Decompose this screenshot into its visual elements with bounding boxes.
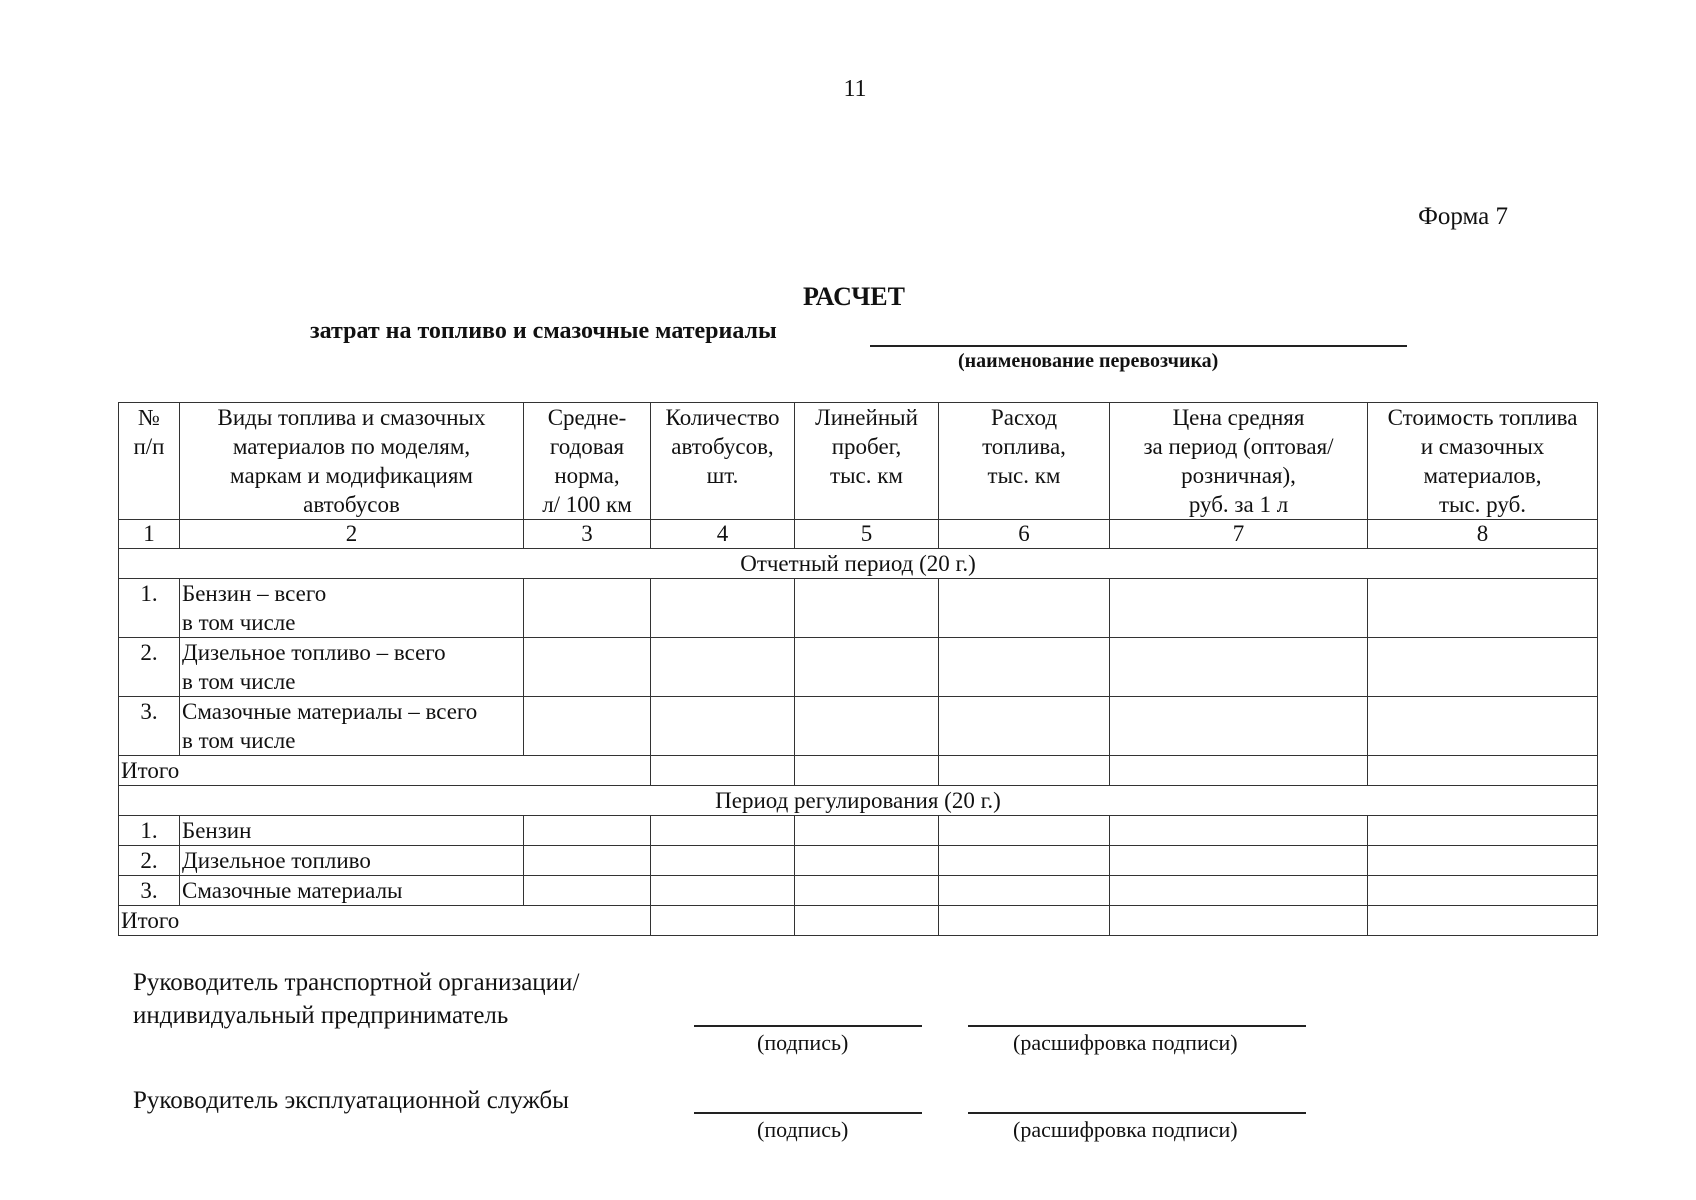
signature-line[interactable] xyxy=(694,1112,922,1114)
header-cell: Расход топлива, тыс. км xyxy=(939,403,1110,520)
total-label: Итого xyxy=(119,756,651,786)
section-label: Период регулирования (20 г.) xyxy=(119,786,1598,816)
carrier-name-caption: (наименование перевозчика) xyxy=(958,350,1219,372)
header-cell: Средне- годовая норма, л/ 100 км xyxy=(524,403,651,520)
document-title: РАСЧЕТ xyxy=(803,282,905,311)
data-cell[interactable] xyxy=(939,638,1110,697)
page-number: 11 xyxy=(843,76,867,102)
data-cell[interactable] xyxy=(651,876,795,906)
row-number: 2. xyxy=(119,638,180,697)
data-cell[interactable] xyxy=(795,638,939,697)
document-subtitle: затрат на топливо и смазочные материалы xyxy=(310,318,777,344)
carrier-name-blank-line[interactable] xyxy=(870,345,1407,347)
data-cell[interactable] xyxy=(1368,638,1598,697)
signature-line[interactable] xyxy=(694,1025,922,1027)
data-cell[interactable] xyxy=(939,579,1110,638)
signature-decode-caption: (расшифровка подписи) xyxy=(1013,1030,1238,1055)
data-cell[interactable] xyxy=(651,756,795,786)
signatory-role-manager: Руководитель транспортной организации/ индивидуальный предприниматель xyxy=(133,969,580,1029)
table-header-row xyxy=(119,403,1598,520)
data-cell[interactable] xyxy=(795,579,939,638)
form-label: Форма 7 xyxy=(1418,203,1508,230)
total-row xyxy=(119,756,1598,786)
column-number: 3 xyxy=(524,520,651,549)
table-row xyxy=(119,876,1598,906)
data-cell[interactable] xyxy=(795,876,939,906)
data-cell[interactable] xyxy=(651,579,795,638)
data-cell[interactable] xyxy=(524,638,651,697)
data-cell[interactable] xyxy=(1368,697,1598,756)
data-cell[interactable] xyxy=(939,816,1110,846)
total-label: Итого xyxy=(119,906,651,936)
data-cell[interactable] xyxy=(1368,756,1598,786)
column-number: 4 xyxy=(651,520,795,549)
data-cell[interactable] xyxy=(939,756,1110,786)
data-cell[interactable] xyxy=(1110,876,1368,906)
data-cell[interactable] xyxy=(1368,876,1598,906)
signature-caption: (подпись) xyxy=(757,1030,849,1055)
data-cell[interactable] xyxy=(1368,816,1598,846)
data-cell[interactable] xyxy=(524,697,651,756)
row-number: 3. xyxy=(119,876,180,906)
column-number: 1 xyxy=(119,520,180,549)
data-cell[interactable] xyxy=(1110,756,1368,786)
header-cell: Количество автобусов, шт. xyxy=(651,403,795,520)
signature-decode-caption: (расшифровка подписи) xyxy=(1013,1117,1238,1142)
data-cell[interactable] xyxy=(1110,906,1368,936)
data-cell[interactable] xyxy=(1110,579,1368,638)
header-cell: Линейный пробег, тыс. км xyxy=(795,403,939,520)
data-cell[interactable] xyxy=(795,697,939,756)
section-row-regulation-period xyxy=(119,786,1598,816)
data-cell[interactable] xyxy=(651,816,795,846)
row-label: Бензин xyxy=(180,816,524,846)
data-cell[interactable] xyxy=(939,876,1110,906)
data-cell[interactable] xyxy=(939,906,1110,936)
column-number: 2 xyxy=(180,520,524,549)
section-label: Отчетный период (20 г.) xyxy=(119,549,1598,579)
column-number: 7 xyxy=(1110,520,1368,549)
row-label: Дизельное топливо xyxy=(180,846,524,876)
data-cell[interactable] xyxy=(651,697,795,756)
column-number-row xyxy=(119,520,1598,549)
data-cell[interactable] xyxy=(1110,846,1368,876)
table-row xyxy=(119,846,1598,876)
column-number: 6 xyxy=(939,520,1110,549)
data-cell[interactable] xyxy=(795,906,939,936)
data-cell[interactable] xyxy=(651,846,795,876)
signatory-role-operations: Руководитель эксплуатационной службы xyxy=(133,1087,569,1114)
table-row xyxy=(119,816,1598,846)
signature-decode-line[interactable] xyxy=(968,1025,1306,1027)
data-cell[interactable] xyxy=(795,846,939,876)
data-cell[interactable] xyxy=(795,816,939,846)
data-cell[interactable] xyxy=(524,846,651,876)
data-cell[interactable] xyxy=(1368,906,1598,936)
data-cell[interactable] xyxy=(1110,816,1368,846)
fuel-cost-table xyxy=(118,402,1598,936)
table-row xyxy=(119,697,1598,756)
header-cell: Виды топлива и смазочных материалов по моделям, маркам и модификациям автобусов xyxy=(180,403,524,520)
row-label: Смазочные материалы xyxy=(180,876,524,906)
total-row xyxy=(119,906,1598,936)
data-cell[interactable] xyxy=(1368,579,1598,638)
data-cell[interactable] xyxy=(1110,638,1368,697)
signature-caption: (подпись) xyxy=(757,1117,849,1142)
data-cell[interactable] xyxy=(1368,846,1598,876)
data-cell[interactable] xyxy=(524,816,651,846)
row-number: 1. xyxy=(119,816,180,846)
row-number: 3. xyxy=(119,697,180,756)
data-cell[interactable] xyxy=(651,906,795,936)
column-number: 8 xyxy=(1368,520,1598,549)
row-label: Дизельное топливо – всего в том числе xyxy=(180,638,524,697)
data-cell[interactable] xyxy=(795,756,939,786)
row-number: 1. xyxy=(119,579,180,638)
column-number: 5 xyxy=(795,520,939,549)
data-cell[interactable] xyxy=(524,579,651,638)
row-label: Смазочные материалы – всего в том числе xyxy=(180,697,524,756)
header-cell: Цена средняя за период (оптовая/ розничная), руб. за 1 л xyxy=(1110,403,1368,520)
data-cell[interactable] xyxy=(939,846,1110,876)
header-cell: № п/п xyxy=(119,403,180,520)
header-cell: Стоимость топлива и смазочных материалов, тыс. руб. xyxy=(1368,403,1598,520)
data-cell[interactable] xyxy=(1110,697,1368,756)
table-row xyxy=(119,638,1598,697)
section-row-reporting-period xyxy=(119,549,1598,579)
data-cell[interactable] xyxy=(524,876,651,906)
row-number: 2. xyxy=(119,846,180,876)
row-label: Бензин – всего в том числе xyxy=(180,579,524,638)
table-row xyxy=(119,579,1598,638)
data-cell[interactable] xyxy=(651,638,795,697)
signature-decode-line[interactable] xyxy=(968,1112,1306,1114)
data-cell[interactable] xyxy=(939,697,1110,756)
